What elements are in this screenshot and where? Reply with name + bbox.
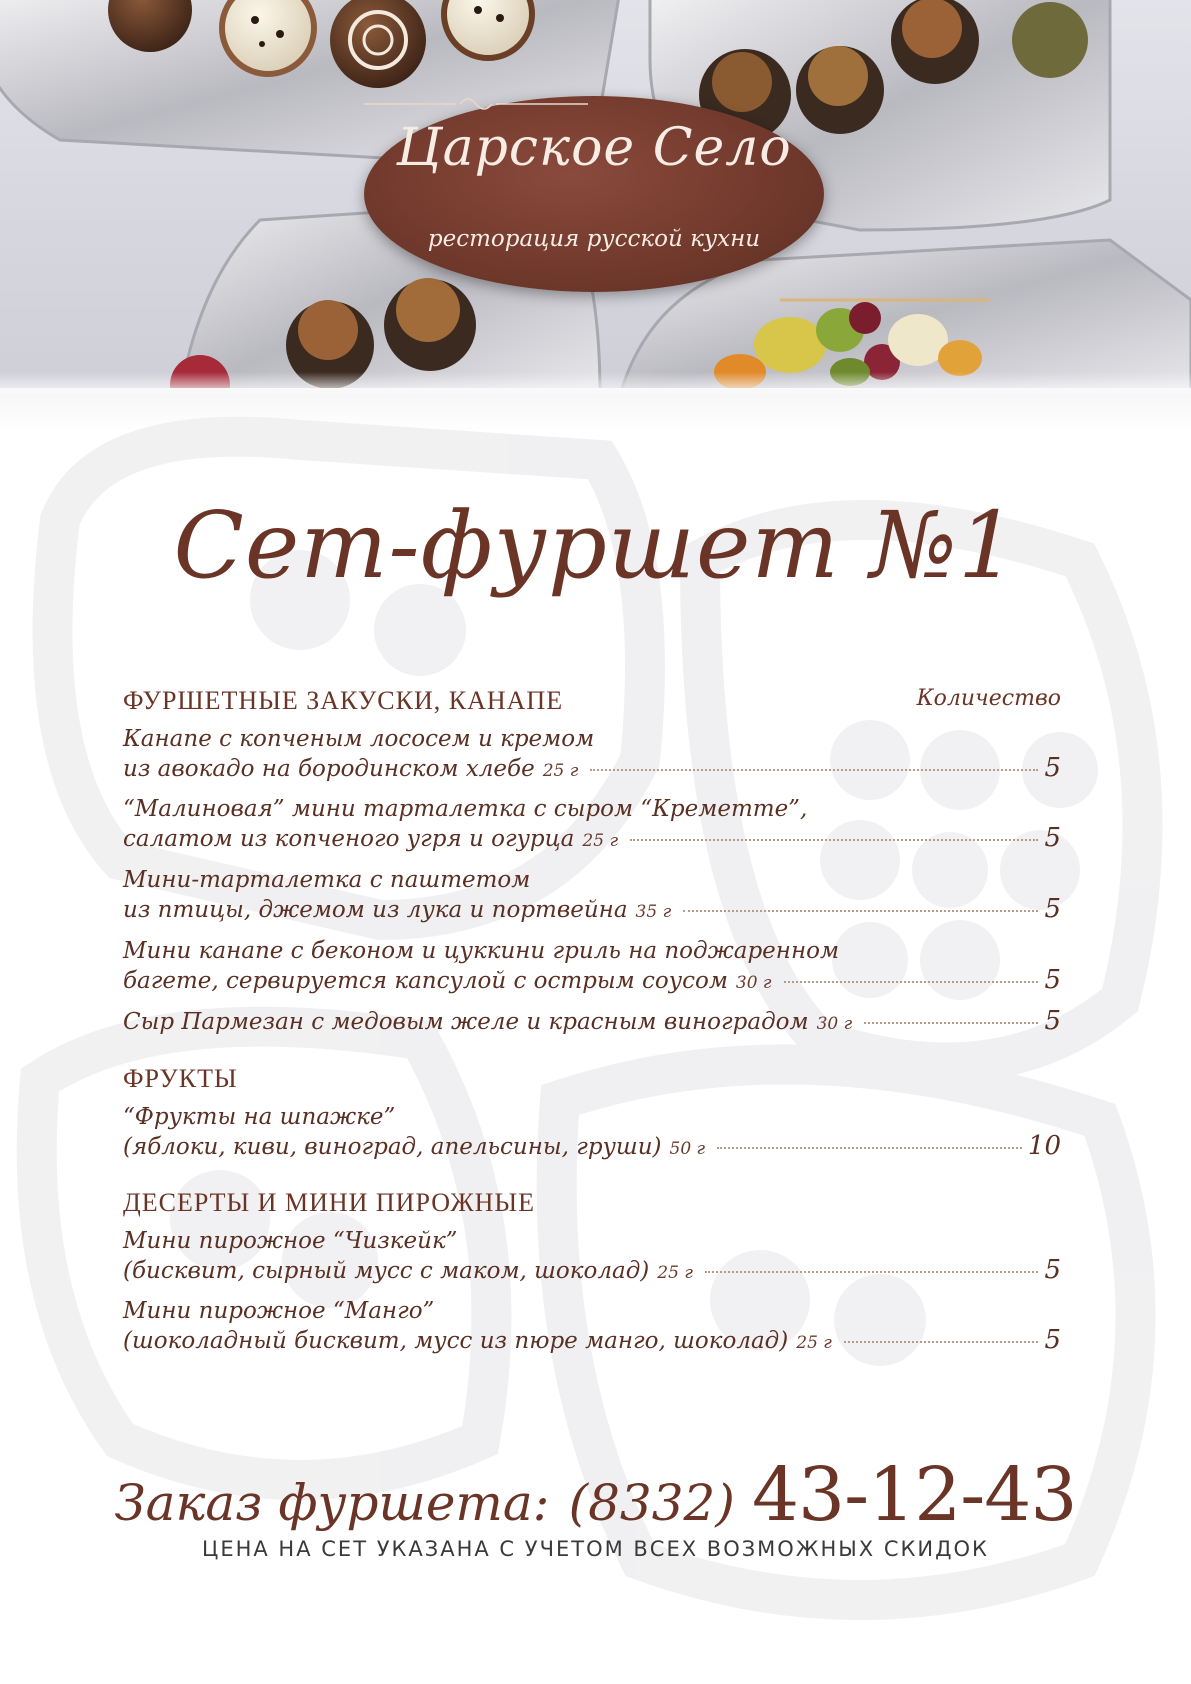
dot-leader	[590, 768, 1038, 771]
dot-leader	[844, 1340, 1039, 1343]
item-name-line2: (яблоки, киви, виноград, апельсины, груши)	[123, 1134, 662, 1160]
dot-leader	[683, 909, 1038, 912]
item-quantity: 5	[1044, 1255, 1061, 1285]
item-name-line2: из авокадо на бородинском хлебе	[123, 756, 535, 782]
order-label: Заказ фуршета:	[114, 1474, 550, 1532]
dot-leader	[864, 1021, 1038, 1024]
order-phone	[0, 1452, 1191, 1538]
item-name-line1: “Малиновая” мини тарталетка с сыром “Креметте”,	[123, 796, 808, 822]
item-name-line1: “Фрукты на шпажке”	[123, 1104, 396, 1130]
section-heading-label: ФУРШЕТНЫЕ ЗАКУСКИ, КАНАПЕ	[123, 686, 564, 715]
item-name-line1: Мини пирожное “Манго”	[123, 1298, 435, 1324]
item-weight: 25 г	[796, 1333, 832, 1353]
section-heading-desserts	[123, 1188, 1061, 1218]
item-name-line2: багете, сервируется капсулой с острым соусом	[123, 968, 728, 994]
item-name-line2: (шоколадный бисквит, мусс из пюре манго, шоколад)	[123, 1328, 789, 1354]
item-quantity: 10	[1027, 1131, 1061, 1161]
dot-leader	[705, 1270, 1039, 1273]
flourish-divider-icon	[364, 96, 588, 112]
phone-number: 43-12-43	[751, 1452, 1077, 1538]
item-name-line2: салатом из копченого угря и огурца	[123, 826, 575, 852]
item-quantity: 5	[1044, 894, 1061, 924]
quantity-column-header: Количество	[916, 686, 1061, 711]
menu-item	[123, 937, 1061, 998]
item-quantity: 5	[1044, 1325, 1061, 1355]
item-name-line1: Канапе с копченым лососем и кремом	[123, 726, 595, 752]
item-name-line2: из птицы, джемом из лука и портвейна	[123, 897, 628, 923]
header-photo	[0, 0, 1191, 388]
logo-name: Царское Село	[396, 118, 792, 178]
item-weight: 30 г	[735, 973, 772, 993]
page-title: Сет-фуршет №1	[173, 492, 1018, 599]
item-quantity: 5	[1044, 753, 1061, 783]
dot-leader	[717, 1146, 1022, 1149]
restaurant-logo	[364, 96, 824, 292]
item-weight: 25 г	[582, 831, 619, 851]
menu-item	[123, 866, 1061, 927]
item-weight: 50 г	[669, 1139, 706, 1159]
item-name-line2: Сыр Пармезан с медовым желе и красным виноградом	[123, 1009, 809, 1035]
item-weight: 35 г	[635, 902, 672, 922]
item-quantity: 5	[1044, 965, 1061, 995]
item-weight: 25 г	[542, 761, 579, 781]
menu-item	[123, 725, 1061, 786]
section-heading-label: ДЕСЕРТЫ И МИНИ ПИРОЖНЫЕ	[123, 1188, 535, 1217]
item-name-line1: Мини пирожное “Чизкейк”	[123, 1228, 458, 1254]
item-weight: 30 г	[816, 1014, 853, 1034]
section-heading-label: ФРУКТЫ	[123, 1064, 238, 1093]
item-name-line1: Мини канапе с беконом и цуккини гриль на поджаренном	[123, 938, 840, 964]
dot-leader	[630, 838, 1038, 841]
menu-item	[123, 795, 1061, 856]
phone-area-code: (8332)	[568, 1474, 735, 1532]
item-name-line1: Мини-тарталетка с паштетом	[123, 867, 531, 893]
menu-item	[123, 1297, 1061, 1358]
item-weight: 25 г	[657, 1263, 693, 1283]
logo-tagline: ресторация русской кухни	[427, 226, 761, 252]
item-quantity: 5	[1044, 1006, 1061, 1036]
item-name-line2: (бисквит, сырный мусс с маком, шоколад)	[123, 1258, 650, 1284]
dot-leader	[784, 980, 1039, 983]
menu-item	[123, 1227, 1061, 1288]
section-heading-fruits	[123, 1064, 1061, 1094]
discount-note: ЦЕНА НА СЕТ УКАЗАНА С УЧЕТОМ ВСЕХ ВОЗМОЖНЫХ СКИДОК	[202, 1537, 989, 1561]
item-quantity: 5	[1044, 823, 1061, 853]
section-heading-canapes	[123, 686, 1061, 716]
menu-item	[123, 1103, 1061, 1164]
menu-item	[123, 1007, 1061, 1039]
